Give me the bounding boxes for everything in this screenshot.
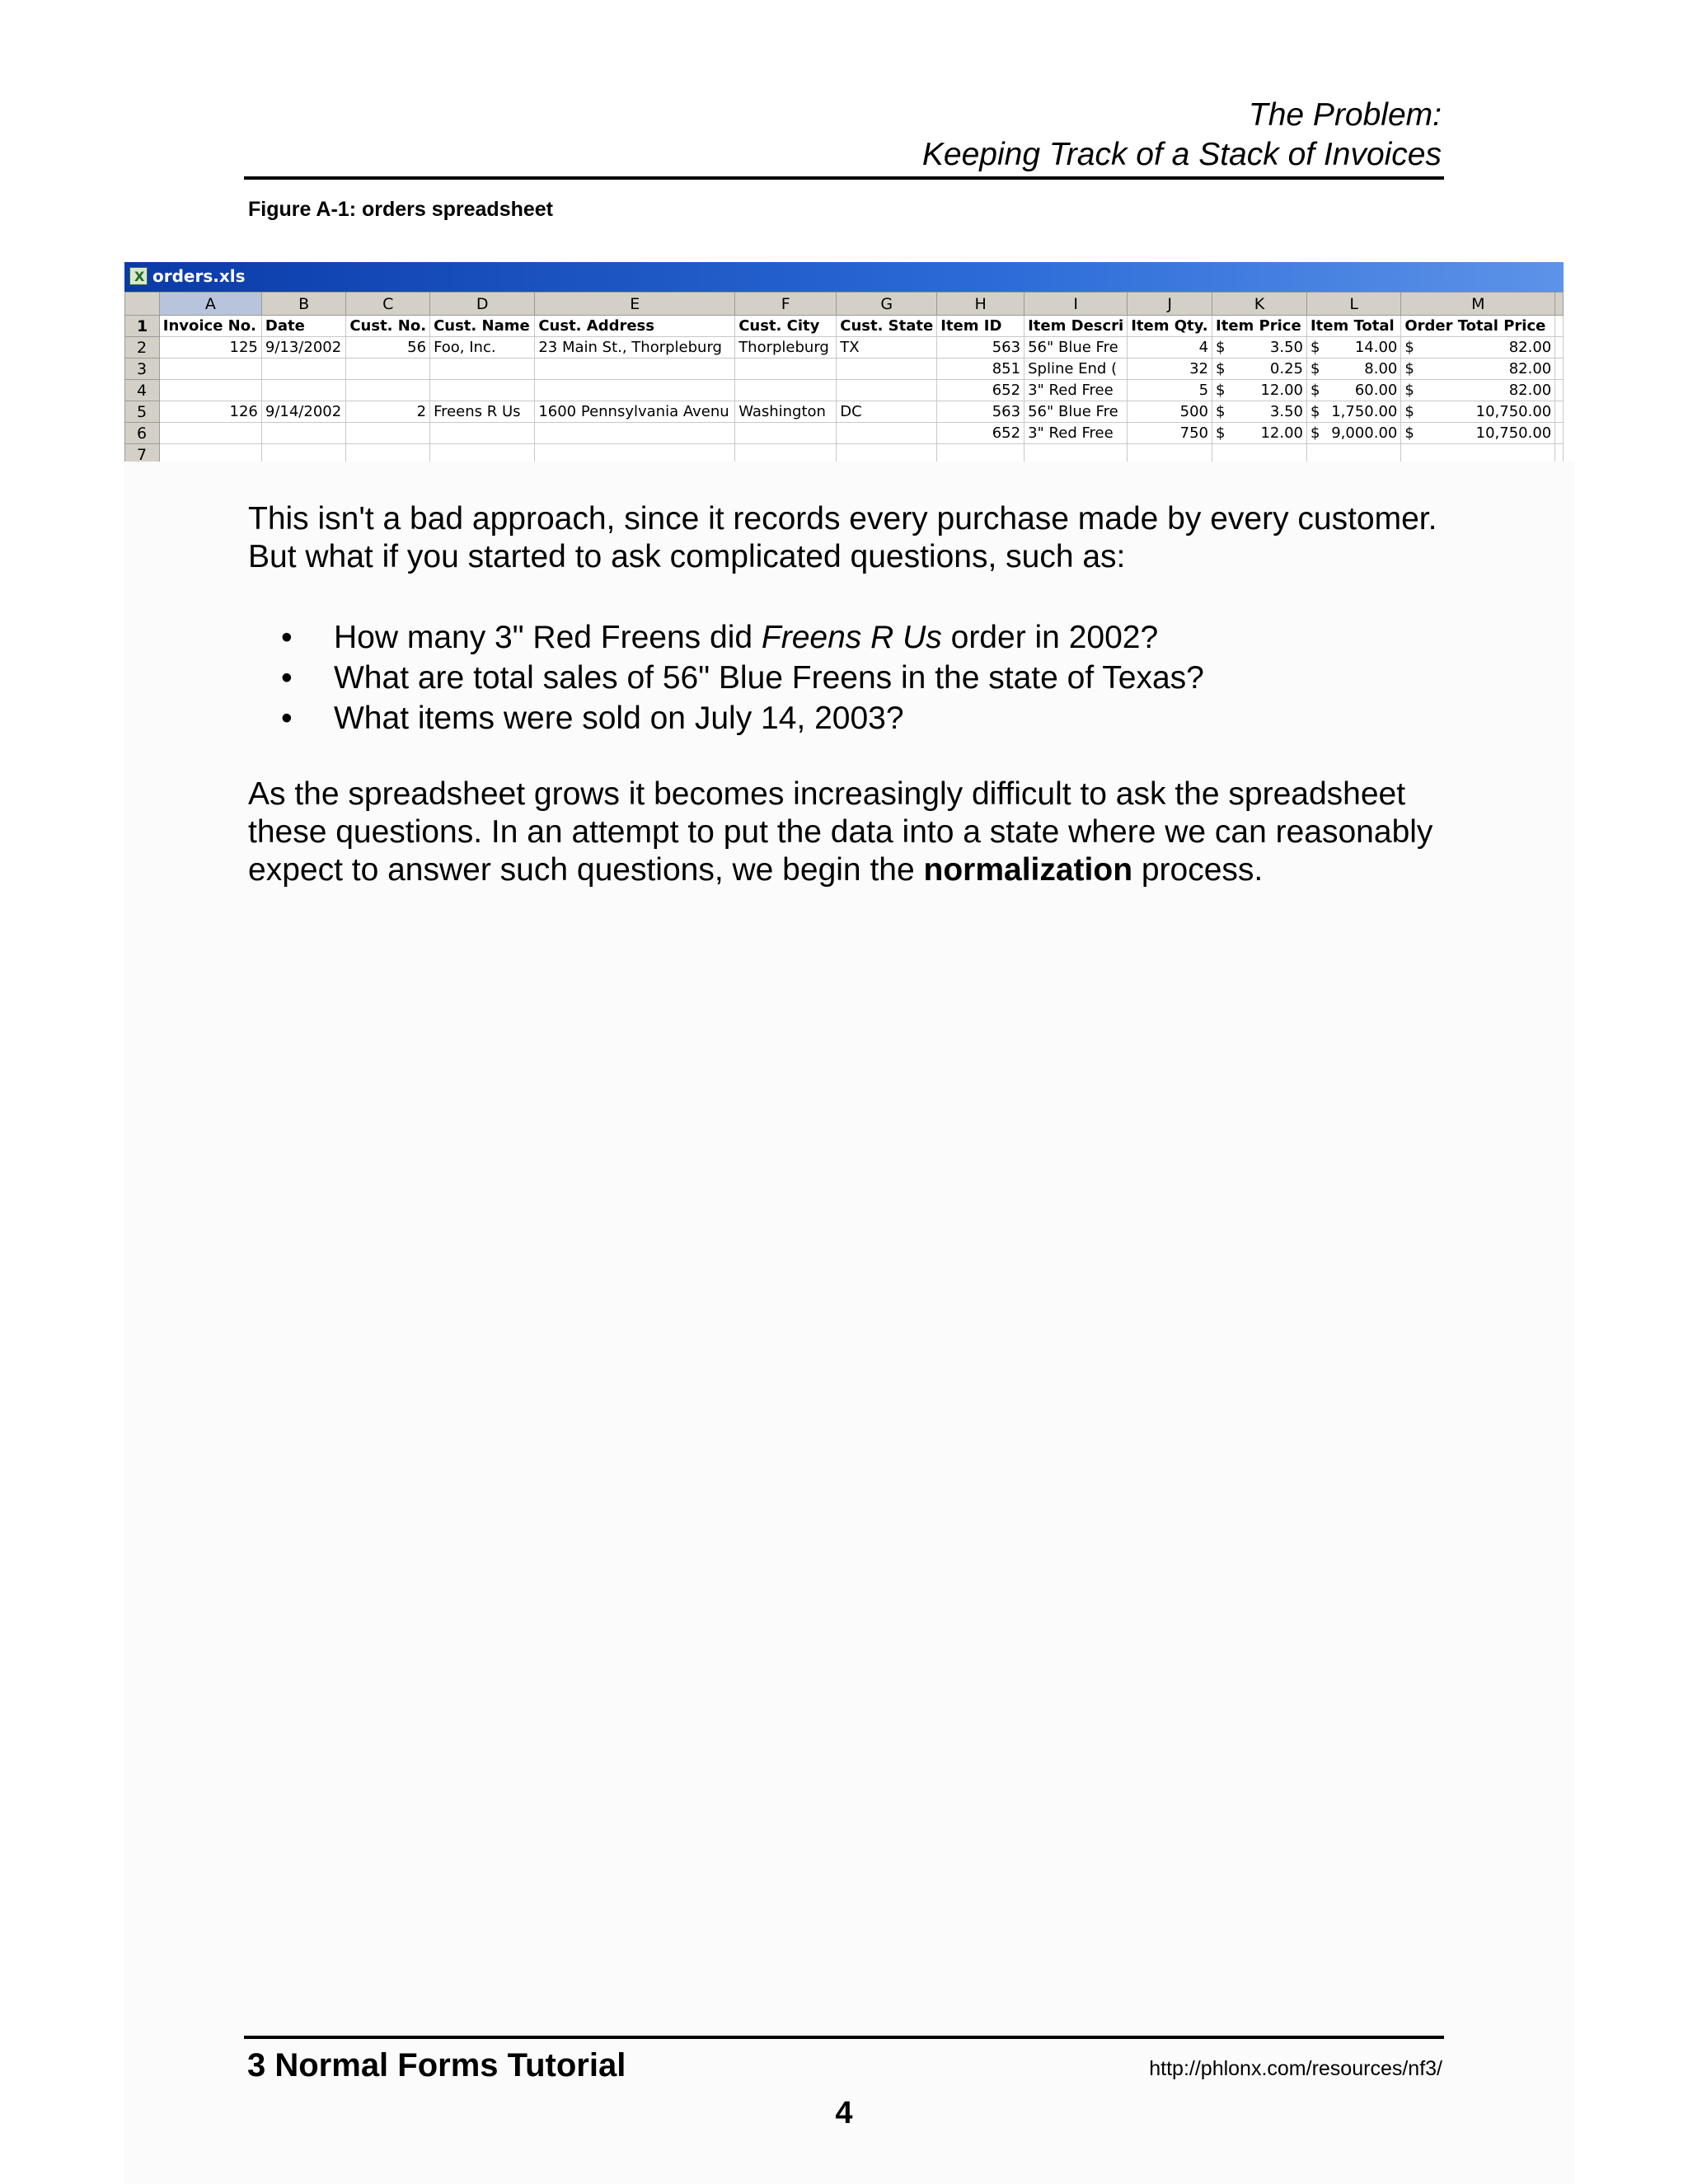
paragraph-intro: This isn't a bad approach, since it records every purchase made by every customer. But what if you started to ask complicated questions, such as: [248,501,1437,574]
cell-cust-address[interactable] [535,380,735,401]
cell[interactable] [1306,444,1400,462]
table-row-4 [125,380,1564,401]
price-value: 12.00 [1260,424,1303,442]
total-value: 8.00 [1364,360,1398,377]
cell-cust-name[interactable]: Foo, Inc. [430,337,535,359]
cell-cust-address[interactable]: 1600 Pennsylvania Avenu [535,401,735,423]
cell-cust-no[interactable] [346,423,430,444]
order-total-value: 10,750.00 [1475,403,1552,420]
cell-item-desc[interactable]: 56" Blue Fre [1025,401,1128,423]
cell[interactable]: Cust. No. [346,316,430,337]
currency-symbol: $ [1216,360,1226,377]
cell-item-price[interactable] [1212,359,1307,380]
cell-item-id[interactable]: 563 [937,337,1025,359]
cell-cust-address[interactable] [535,359,735,380]
currency-symbol: $ [1404,382,1414,399]
cell-cust-name[interactable] [430,423,535,444]
cell-invoice-no[interactable]: 126 [159,401,261,423]
cell[interactable] [261,444,345,462]
cell-cust-city[interactable]: Washington [735,401,837,423]
cell-cust-address[interactable]: 23 Main St., Thorpleburg [535,337,735,359]
cell-date[interactable] [261,423,345,444]
column-header-h[interactable]: H [937,293,1025,316]
cell-cust-no[interactable]: 2 [346,401,430,423]
bullet-icon: • [281,660,293,696]
cell-item-price[interactable] [1212,380,1307,401]
total-value: 9,000.00 [1331,424,1398,442]
table-row-3 [125,359,1564,380]
cell-cust-no[interactable] [346,359,430,380]
cell-cust-city[interactable] [735,423,837,444]
cell-item-total[interactable] [1306,401,1400,423]
cell[interactable]: Date [261,316,345,337]
bullet-icon: • [281,620,293,655]
price-value: 12.00 [1260,382,1303,399]
cell-item-qty[interactable]: 500 [1128,401,1212,423]
currency-symbol: $ [1404,360,1414,377]
cell-item-id[interactable]: 652 [937,380,1025,401]
footer-url[interactable]: http://phlonx.com/resources/nf3/ [1149,2057,1442,2080]
currency-symbol: $ [1404,339,1414,356]
currency-symbol: $ [1310,424,1320,442]
total-value: 14.00 [1354,339,1398,356]
cell-item-desc[interactable]: Spline End ( [1025,359,1128,380]
cell-order-total[interactable] [1401,359,1555,380]
cell-date[interactable] [261,380,345,401]
price-value: 3.50 [1269,339,1303,356]
header-line-2: Keeping Track of a Stack of Invoices [921,137,1442,172]
paragraph-text: process. [1132,852,1264,888]
currency-symbol: $ [1310,403,1320,420]
row-header-4[interactable]: 4 [125,380,160,401]
bullet-text: What are total sales of 56" Blue Freens in the state of Texas? [334,660,1204,696]
page-number: 4 [835,2096,853,2130]
currency-symbol: $ [1310,382,1320,399]
table-row-6 [125,423,1564,444]
cell-cust-state[interactable]: TX [837,337,937,359]
currency-symbol: $ [1216,403,1226,420]
paragraph-text: As the spreadsheet grows it becomes increasingly difficult to ask the spreadsheet these questions. In an attempt to put the data into a state where we can reasonably expect to answer such questions, we begin the [248,776,1433,888]
cell-cust-name[interactable]: Freens R Us [430,401,535,423]
cell[interactable] [430,444,535,462]
cell[interactable]: Cust. City [735,316,837,337]
cell[interactable] [1555,337,1564,359]
cell[interactable] [937,444,1025,462]
currency-symbol: $ [1216,339,1226,356]
question-list [248,617,1204,738]
cell[interactable] [535,444,735,462]
currency-symbol: $ [1216,382,1226,399]
cell[interactable] [1555,359,1564,380]
spreadsheet-titlebar [124,262,1564,292]
column-header-b[interactable]: B [261,293,345,316]
cell-cust-city[interactable] [735,380,837,401]
column-header-m[interactable]: M [1401,293,1555,316]
list-item [248,658,1204,698]
order-total-value: 82.00 [1508,339,1552,356]
cell[interactable] [1212,444,1307,462]
cell-item-total[interactable] [1306,423,1400,444]
cell-invoice-no[interactable] [159,423,261,444]
cell[interactable] [1555,401,1564,423]
cell-item-id[interactable]: 563 [937,401,1025,423]
cell[interactable] [1128,444,1212,462]
currency-symbol: $ [1216,424,1226,442]
cell[interactable]: Invoice No. [159,316,261,337]
cell-item-total[interactable] [1306,359,1400,380]
bullet-icon: • [281,701,293,736]
cell-order-total[interactable] [1401,380,1555,401]
header-line-1: The Problem: [1248,97,1442,133]
cell-item-desc[interactable]: 3" Red Free [1025,380,1128,401]
cell-item-id[interactable]: 851 [937,359,1025,380]
cell[interactable] [1555,380,1564,401]
row-header-1[interactable]: 1 [125,316,160,337]
cell-cust-address[interactable] [535,423,735,444]
cell-item-qty[interactable]: 4 [1128,337,1212,359]
cell-cust-name[interactable] [430,380,535,401]
cell-item-id[interactable]: 652 [937,423,1025,444]
table-row-2 [125,337,1564,359]
currency-symbol: $ [1404,403,1414,420]
cell-invoice-no[interactable] [159,380,261,401]
cell-order-total[interactable] [1401,401,1555,423]
cell-item-total[interactable] [1306,380,1400,401]
cell-cust-no[interactable] [346,380,430,401]
column-header-row [125,293,1564,316]
row-header-2[interactable]: 2 [125,337,160,359]
cell[interactable]: Item Qty. [1128,316,1212,337]
column-header-k[interactable]: K [1212,293,1307,316]
currency-symbol: $ [1310,360,1320,377]
table-row-5 [125,401,1564,423]
select-all-corner[interactable] [125,293,160,316]
column-header-l[interactable]: L [1306,293,1400,316]
cell[interactable]: Item Total [1306,316,1400,337]
cell[interactable]: Cust. Address [535,316,735,337]
bullet-text: What items were sold on July 14, 2003? [334,701,904,736]
table-row-7 [125,444,1564,462]
cell-cust-state[interactable] [837,380,937,401]
footer-title: 3 Normal Forms Tutorial [247,2047,626,2083]
cell[interactable] [1555,316,1564,337]
column-header-j[interactable]: J [1128,293,1212,316]
header-rule [244,176,1444,180]
price-value: 3.50 [1269,403,1303,420]
cell-item-qty[interactable]: 750 [1128,423,1212,444]
row-header-5[interactable]: 5 [125,401,160,423]
cell[interactable]: Cust. Name [430,316,535,337]
cell-item-desc[interactable]: 56" Blue Fre [1025,337,1128,359]
cell-date[interactable] [261,359,345,380]
spreadsheet-window-title: orders.xls [152,266,246,286]
normalization-term: normalization [923,852,1133,888]
cell[interactable] [1555,423,1564,444]
figure-caption: Figure A-1: orders spreadsheet [248,198,554,221]
currency-symbol: $ [1310,339,1320,356]
price-value: 0.25 [1269,360,1303,377]
total-value: 60.00 [1354,382,1398,399]
cell-item-qty[interactable]: 32 [1128,359,1212,380]
column-header-e[interactable]: E [535,293,735,316]
order-total-value: 10,750.00 [1475,424,1552,442]
cell[interactable]: Item Descri [1025,316,1128,337]
currency-symbol: $ [1404,424,1414,442]
cell[interactable]: Order Total Price [1401,316,1555,337]
cell-item-price[interactable] [1212,423,1307,444]
running-header [922,96,1442,175]
cell-cust-city[interactable] [735,359,837,380]
column-header-a[interactable]: A [159,293,261,316]
cell[interactable]: Item ID [937,316,1025,337]
column-header-g[interactable]: G [837,293,937,316]
order-total-value: 82.00 [1508,382,1552,399]
bullet-text: How many 3" Red Freens did [334,620,762,655]
table-row-1 [125,316,1564,337]
cell-item-total[interactable] [1306,337,1400,359]
column-header-overflow [1555,293,1564,316]
bullet-text: order in 2002? [941,620,1159,655]
column-header-i[interactable]: I [1025,293,1128,316]
column-header-c[interactable]: C [346,293,430,316]
footer-rule [244,2036,1444,2039]
cell[interactable] [837,444,937,462]
cell-invoice-no[interactable] [159,359,261,380]
cell[interactable] [735,444,837,462]
cell[interactable] [1025,444,1128,462]
cell-order-total[interactable] [1401,337,1555,359]
row-header-6[interactable]: 6 [125,423,160,444]
cell[interactable] [346,444,430,462]
cell-cust-state[interactable] [837,359,937,380]
spreadsheet-grid [124,292,1564,462]
cell-date[interactable]: 9/14/2002 [261,401,345,423]
cell-cust-state[interactable]: DC [837,401,937,423]
cell[interactable] [159,444,261,462]
paragraph-conclusion [248,776,1451,889]
total-value: 1,750.00 [1331,403,1398,420]
cell-item-price[interactable] [1212,401,1307,423]
column-header-f[interactable]: F [735,293,837,316]
spreadsheet-screenshot [124,262,1564,462]
list-item [248,617,1204,658]
cell[interactable] [1555,444,1564,462]
column-header-d[interactable]: D [430,293,535,316]
cell-item-qty[interactable]: 5 [1128,380,1212,401]
list-item [248,698,1204,738]
cell-item-desc[interactable]: 3" Red Free [1025,423,1128,444]
cell[interactable]: Item Price [1212,316,1307,337]
cell-order-total[interactable] [1401,423,1555,444]
cell-date[interactable]: 9/13/2002 [261,337,345,359]
order-total-value: 82.00 [1508,360,1552,377]
cell-cust-name[interactable] [430,359,535,380]
bullet-emphasis: Freens R Us [761,620,942,655]
cell-cust-city[interactable]: Thorpleburg [735,337,837,359]
row-header-7[interactable]: 7 [125,444,160,462]
cell[interactable]: Cust. State [837,316,937,337]
row-header-3[interactable]: 3 [125,359,160,380]
cell-invoice-no[interactable]: 125 [159,337,261,359]
cell-cust-state[interactable] [837,423,937,444]
cell-cust-no[interactable]: 56 [346,337,430,359]
excel-file-icon [129,267,148,285]
cell-item-price[interactable] [1212,337,1307,359]
cell[interactable] [1401,444,1555,462]
